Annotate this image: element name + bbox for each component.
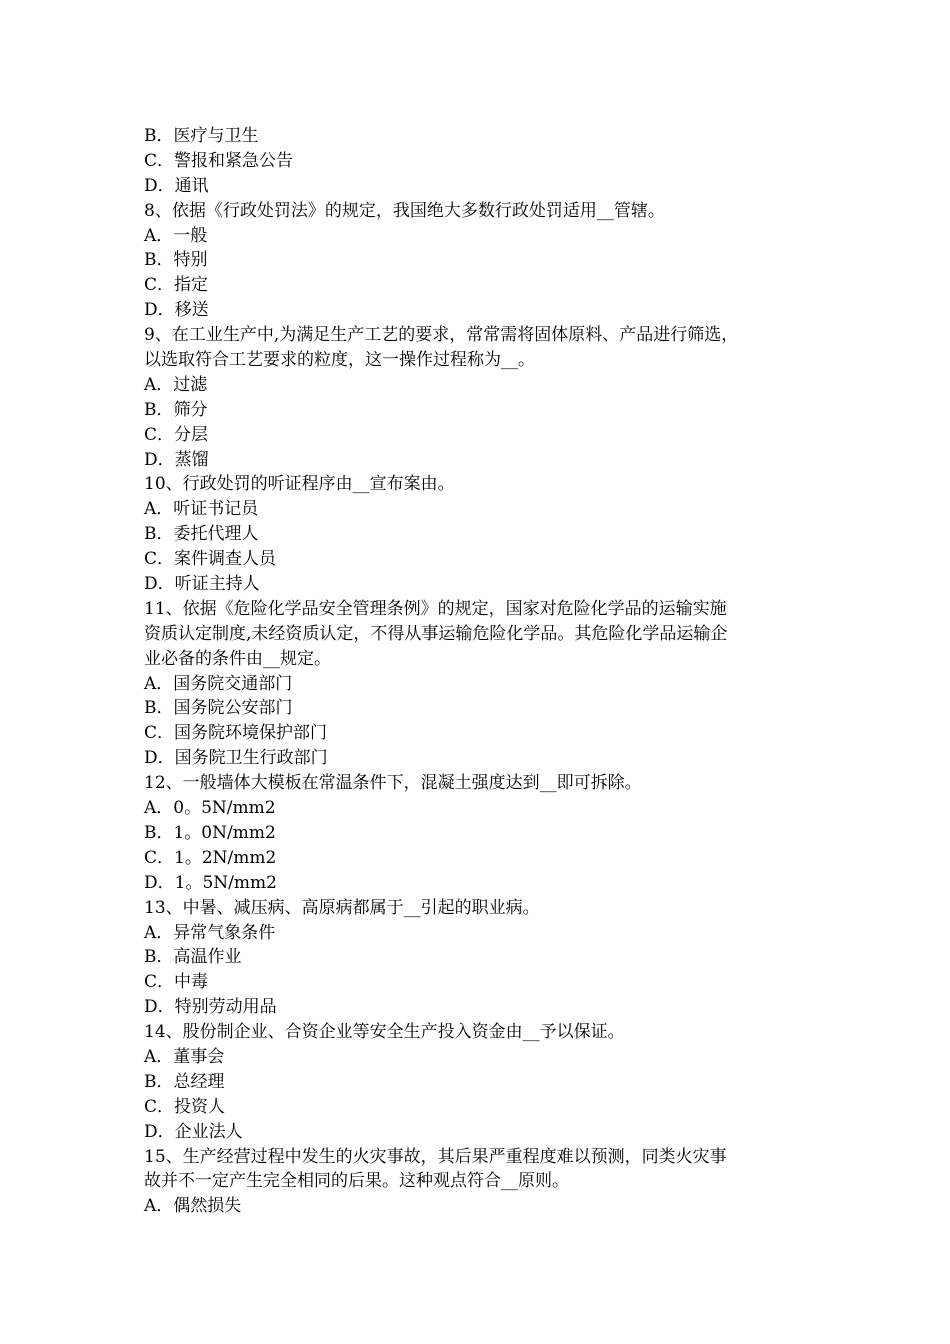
text-line: A．异常气象条件 xyxy=(144,922,276,943)
text-line: B．医疗与卫生 xyxy=(144,126,259,146)
text-line: 14、股份制企业、合资企业等安全生产投入资金由__予以保证。 xyxy=(144,1022,625,1043)
text-line: B．1。0N/mm2 xyxy=(144,822,276,843)
text-line: B．国务院公安部门 xyxy=(144,698,293,719)
text-line: B．高温作业 xyxy=(144,947,242,968)
text-line: A．听证书记员 xyxy=(144,499,259,520)
text-line: D．蒸馏 xyxy=(144,449,209,470)
text-line: 故并不一定产生完全相同的后果。这种观点符合__原则。 xyxy=(144,1171,569,1192)
document-body xyxy=(144,124,824,1219)
text-line: B．特别 xyxy=(144,250,208,271)
text-line: A．偶然损失 xyxy=(144,1196,242,1217)
text-line: A．0。5N/mm2 xyxy=(144,798,276,819)
text-line: D．通讯 xyxy=(144,175,209,196)
text-line: 业必备的条件由__规定。 xyxy=(144,648,331,669)
text-line: C．投资人 xyxy=(144,1096,226,1117)
text-line: 8、依据《行政处罚法》的规定，我国绝大多数行政处罚适用__管辖。 xyxy=(144,200,665,221)
text-line: 11、依据《危险化学品安全管理条例》的规定，国家对危险化学品的运输实施 xyxy=(144,598,727,619)
text-line: C．分层 xyxy=(144,424,209,445)
text-line: A．董事会 xyxy=(144,1046,225,1067)
text-line: 12、一般墙体大模板在常温条件下，混凝土强度达到__即可拆除。 xyxy=(144,773,642,794)
text-line: 以选取符合工艺要求的粒度，这一操作过程称为__。 xyxy=(144,350,535,371)
text-line: D．移送 xyxy=(144,300,209,321)
text-line: D．听证主持人 xyxy=(144,574,260,595)
text-line: D．1。5N/mm2 xyxy=(144,872,277,893)
text-line: B．筛分 xyxy=(144,399,208,420)
text-line: B．总经理 xyxy=(144,1071,225,1092)
text-line: A．一般 xyxy=(144,225,208,246)
text-line: C．警报和紧急公告 xyxy=(144,150,294,171)
text-line: 15、生产经营过程中发生的火灾事故，其后果严重程度难以预测，同类火灾事 xyxy=(144,1146,727,1167)
text-line: 9、在工业生产中,为满足生产工艺的要求，常常需将固体原料、产品进行筛选， xyxy=(144,325,739,346)
text-line: C．国务院环境保护部门 xyxy=(144,723,328,744)
text-line: 13、中暑、减压病、高原病都属于__引起的职业病。 xyxy=(144,897,540,918)
text-line: C．案件调查人员 xyxy=(144,549,277,570)
text-line: D．国务院卫生行政部门 xyxy=(144,748,328,769)
text-line: B．委托代理人 xyxy=(144,524,259,545)
text-line: C．指定 xyxy=(144,275,209,296)
text-line: D．特别劳动用品 xyxy=(144,997,277,1018)
text-line: 资质认定制度,未经资质认定，不得从事运输危险化学品。其危险化学品运输企 xyxy=(144,623,728,644)
text-line: D．企业法人 xyxy=(144,1121,243,1142)
text-line: 10、行政处罚的听证程序由__宣布案由。 xyxy=(144,474,455,495)
text-line: A．过滤 xyxy=(144,374,208,395)
text-line: C．1。2N/mm2 xyxy=(144,847,277,868)
text-line: A．国务院交通部门 xyxy=(144,673,293,694)
text-line: C．中毒 xyxy=(144,972,209,993)
